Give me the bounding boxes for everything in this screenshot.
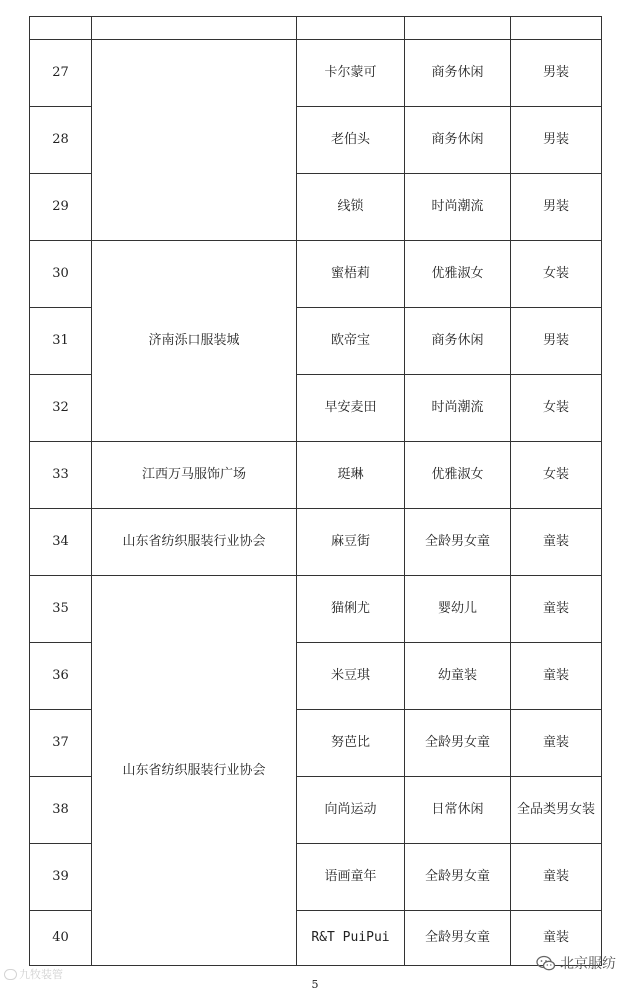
category-cell: 男装 bbox=[511, 174, 602, 241]
header-cell bbox=[297, 17, 405, 40]
table-row bbox=[30, 576, 602, 643]
style-cell: 优雅淑女 bbox=[405, 241, 511, 308]
row-number: 36 bbox=[30, 643, 92, 710]
category-cell: 女装 bbox=[511, 442, 602, 509]
category-cell: 女装 bbox=[511, 375, 602, 442]
table-header-row bbox=[30, 17, 602, 40]
style-cell: 时尚潮流 bbox=[405, 174, 511, 241]
brand-cell: 语画童年 bbox=[297, 844, 405, 911]
row-number: 28 bbox=[30, 107, 92, 174]
style-cell: 优雅淑女 bbox=[405, 442, 511, 509]
row-number: 37 bbox=[30, 710, 92, 777]
brand-cell: 蜜梧莉 bbox=[297, 241, 405, 308]
watermark-left-text: 九牧装管 bbox=[19, 968, 63, 981]
row-number: 38 bbox=[30, 777, 92, 844]
category-cell: 女装 bbox=[511, 241, 602, 308]
category-cell: 童装 bbox=[511, 710, 602, 777]
brand-cell: 向尚运动 bbox=[297, 777, 405, 844]
style-cell: 全龄男女童 bbox=[405, 509, 511, 576]
row-number: 32 bbox=[30, 375, 92, 442]
organization-cell: 济南泺口服装城 bbox=[92, 241, 297, 442]
style-cell: 商务休闲 bbox=[405, 107, 511, 174]
watermark-right-text: 北京服纺 bbox=[560, 956, 616, 972]
table-row bbox=[30, 442, 602, 509]
row-number: 31 bbox=[30, 308, 92, 375]
row-number: 34 bbox=[30, 509, 92, 576]
category-cell: 童装 bbox=[511, 509, 602, 576]
style-cell: 商务休闲 bbox=[405, 308, 511, 375]
brand-cell: 努芭比 bbox=[297, 710, 405, 777]
organization-cell: 山东省纺织服装行业协会 bbox=[92, 509, 297, 576]
style-cell: 全龄男女童 bbox=[405, 710, 511, 777]
style-cell: 日常休闲 bbox=[405, 777, 511, 844]
brand-table bbox=[29, 16, 602, 966]
style-cell: 全龄男女童 bbox=[405, 844, 511, 911]
style-cell: 时尚潮流 bbox=[405, 375, 511, 442]
category-cell: 童装 bbox=[511, 643, 602, 710]
organization-cell: 江西万马服饰广场 bbox=[92, 442, 297, 509]
header-cell bbox=[511, 17, 602, 40]
header-cell bbox=[405, 17, 511, 40]
wechat-icon bbox=[536, 955, 556, 972]
organization-cell: 山东省纺织服装行业协会 bbox=[92, 576, 297, 966]
brand-cell: 卡尔蒙可 bbox=[297, 40, 405, 107]
category-cell: 男装 bbox=[511, 40, 602, 107]
brand-cell: 欧帝宝 bbox=[297, 308, 405, 375]
category-cell: 童装 bbox=[511, 844, 602, 911]
brand-cell: 猫俐尤 bbox=[297, 576, 405, 643]
style-cell: 幼童装 bbox=[405, 643, 511, 710]
row-number: 39 bbox=[30, 844, 92, 911]
style-cell: 商务休闲 bbox=[405, 40, 511, 107]
table-row bbox=[30, 509, 602, 576]
row-number: 40 bbox=[30, 911, 92, 966]
style-cell: 全龄男女童 bbox=[405, 911, 511, 966]
category-cell: 全品类男女装 bbox=[511, 777, 602, 844]
category-cell: 童装 bbox=[511, 911, 602, 966]
document-sheet bbox=[29, 16, 601, 966]
table-row bbox=[30, 241, 602, 308]
category-cell: 男装 bbox=[511, 107, 602, 174]
brand-cell: 麻豆街 bbox=[297, 509, 405, 576]
table-row bbox=[30, 40, 602, 107]
row-number: 33 bbox=[30, 442, 92, 509]
style-cell: 婴幼儿 bbox=[405, 576, 511, 643]
row-number: 29 bbox=[30, 174, 92, 241]
watermark-right bbox=[536, 953, 616, 973]
page-number: 5 bbox=[311, 978, 319, 991]
brand-cell: 珽琳 bbox=[297, 442, 405, 509]
brand-cell: 早安麦田 bbox=[297, 375, 405, 442]
brand-cell: 老伯头 bbox=[297, 107, 405, 174]
brand-cell: 线锁 bbox=[297, 174, 405, 241]
category-cell: 童装 bbox=[511, 576, 602, 643]
header-cell bbox=[92, 17, 297, 40]
category-cell: 男装 bbox=[511, 308, 602, 375]
header-cell bbox=[30, 17, 92, 40]
organization-cell bbox=[92, 40, 297, 241]
brand-cell: R&T PuiPui bbox=[297, 911, 405, 966]
brand-cell: 米豆琪 bbox=[297, 643, 405, 710]
row-number: 27 bbox=[30, 40, 92, 107]
row-number: 35 bbox=[30, 576, 92, 643]
row-number: 30 bbox=[30, 241, 92, 308]
